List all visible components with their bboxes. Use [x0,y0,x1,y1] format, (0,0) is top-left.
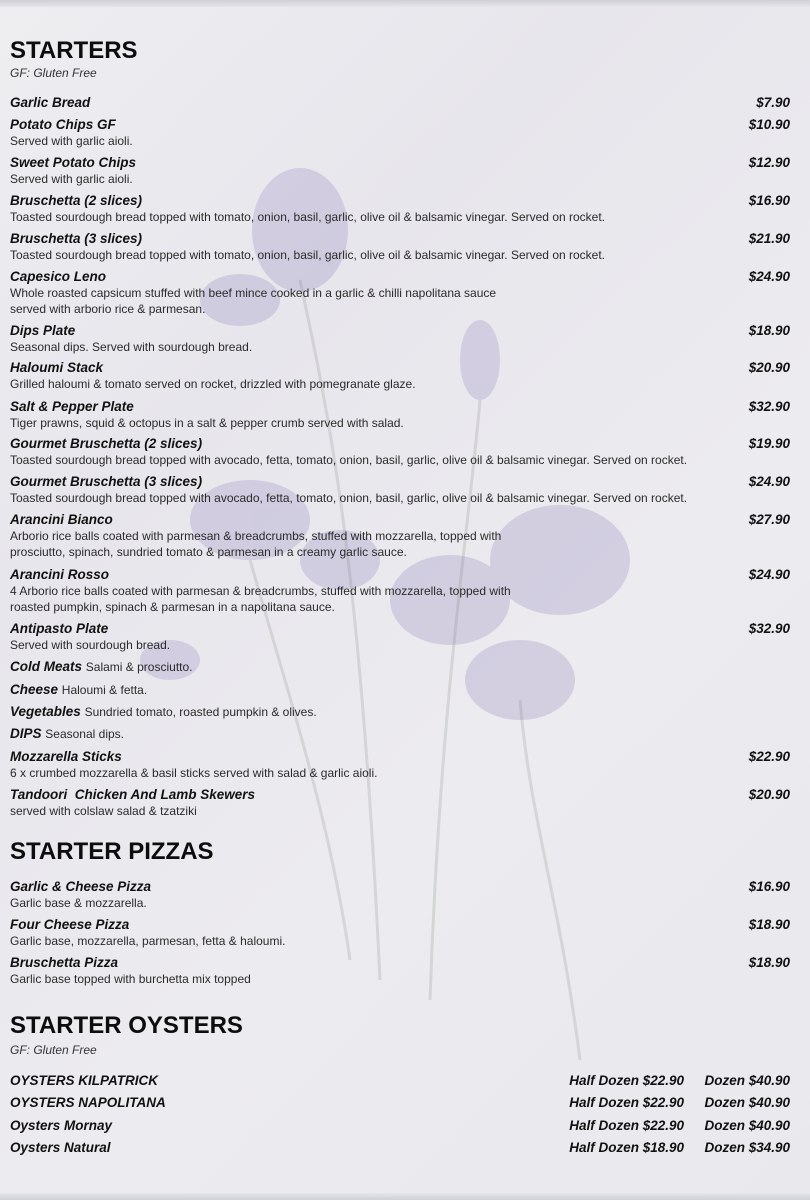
item-price: $16.90 [748,193,790,208]
menu-item [10,620,790,653]
starters-gf-note: GF: Gluten Free [10,66,97,80]
item-description: Salami & prosciutto. [85,660,193,674]
item-name: OYSTERS NAPOLITANA [10,1095,166,1110]
item-name: Capesico Leno [10,269,107,284]
menu-item [10,230,790,263]
item-price: $16.90 [748,879,790,894]
item-description: Served with garlic aioli. [10,134,133,148]
item-description: Served with sourdough bread. [10,638,171,652]
dozen-price: Dozen $40.90 [704,1118,790,1133]
menu-item-inline [10,681,790,699]
item-name: OYSTERS KILPATRICK [10,1073,159,1088]
item-price: $32.90 [748,399,790,414]
item-description: Whole roasted capsicum stuffed with beef mince cooked in a garlic & chilli napolitana sauce [10,286,497,300]
menu-item-inline [10,725,790,743]
item-description: served with colslaw salad & tzatziki [10,804,197,818]
item-name: Oysters Mornay [10,1118,113,1133]
dozen-price: Dozen $40.90 [704,1095,790,1110]
item-name: Potato Chips GF [10,117,116,132]
item-name: Bruschetta Pizza [10,955,119,970]
item-price: $21.90 [748,231,790,246]
item-description: Tiger prawns, squid & octopus in a salt & pepper crumb served with salad. [10,416,404,430]
dozen-price: Dozen $34.90 [704,1140,790,1155]
oyster-row [10,1094,790,1111]
item-description: Toasted sourdough bread topped with avocado, fetta, tomato, onion, basil, garlic, olive oil & balsamic vinegar. Served on rocket. [10,453,688,467]
item-description: Toasted sourdough bread topped with avocado, fetta, tomato, onion, basil, garlic, olive oil & balsamic vinegar. Served on rocket. [10,491,688,505]
item-name: DIPS [10,726,42,741]
item-name: Bruschetta (3 slices) [10,231,143,246]
item-name: Garlic & Cheese Pizza [10,879,152,894]
item-description: 4 Arborio rice balls coated with parmesan & breadcrumbs, stuffed with mozzarella, topped with [10,584,511,598]
item-description: Seasonal dips. [45,727,125,741]
menu-item [10,268,790,317]
item-price: $19.90 [748,436,790,451]
item-description: Arborio rice balls coated with parmesan & breadcrumbs, stuffed with mozzarella, topped with [10,529,502,543]
oysters-gf-note: GF: Gluten Free [10,1043,97,1057]
half-dozen-price: Half Dozen $22.90 [569,1118,684,1133]
item-name: Gourmet Bruschetta (3 slices) [10,474,203,489]
menu-item [10,511,790,560]
item-name: Arancini Rosso [10,567,110,582]
item-description: 6 x crumbed mozzarella & basil sticks served with salad & garlic aioli. [10,766,378,780]
item-price: $18.90 [748,955,790,970]
item-description-line2: served with arborio rice & parmesan. [10,302,206,316]
item-description: Toasted sourdough bread topped with tomato, onion, basil, garlic, olive oil & balsamic vinegar. Served on rocket. [10,248,606,262]
item-price: $24.90 [748,269,790,284]
menu-item [10,359,790,392]
half-dozen-price: Half Dozen $18.90 [569,1140,684,1155]
item-price: $20.90 [748,787,790,802]
item-description: Haloumi & fetta. [61,683,148,697]
item-price: $22.90 [748,749,790,764]
menu-item [10,473,790,506]
menu-item [10,398,790,431]
item-description: Toasted sourdough bread topped with tomato, onion, basil, garlic, olive oil & balsamic vinegar. Served on rocket. [10,210,606,224]
top-border [0,0,810,7]
item-name: Cheese [10,682,59,697]
pizzas-title: STARTER PIZZAS [10,838,214,865]
bottom-border [0,1193,810,1200]
menu-item [10,435,790,468]
item-name: Sweet Potato Chips [10,155,137,170]
oysters-title: STARTER OYSTERS [10,1012,243,1039]
oyster-row [10,1117,790,1134]
half-dozen-price: Half Dozen $22.90 [569,1095,684,1110]
item-description: Garlic base topped with burchetta mix topped [10,972,251,986]
item-name: Salt & Pepper Plate [10,399,134,414]
oyster-row [10,1139,790,1156]
menu-item [10,116,790,149]
item-description-line2: prosciutto, spinach, sundried tomato & parmesan in a creamy garlic sauce. [10,545,407,559]
item-description: Garlic base & mozzarella. [10,896,147,910]
item-price: $32.90 [748,621,790,636]
item-name: Dips Plate [10,323,76,338]
menu-item [10,786,790,819]
item-name: Tandoori Chicken And Lamb Skewers [10,787,256,802]
menu-item [10,748,790,781]
item-name: Mozzarella Sticks [10,749,122,764]
item-price: $24.90 [748,474,790,489]
menu-item [10,954,790,987]
half-dozen-price: Half Dozen $22.90 [569,1073,684,1088]
item-description: Sundried tomato, roasted pumpkin & olives. [84,705,317,719]
item-price: $24.90 [748,567,790,582]
menu-item [10,192,790,225]
item-price: $12.90 [748,155,790,170]
item-description: Grilled haloumi & tomato served on rocket, drizzled with pomegranate glaze. [10,377,416,391]
item-description: Seasonal dips. Served with sourdough bread. [10,340,253,354]
item-description-line2: roasted pumpkin, spinach & parmesan in a napolitana sauce. [10,600,335,614]
menu-item [10,94,790,111]
menu-item [10,916,790,949]
item-name: Oysters Natural [10,1140,111,1155]
menu-item [10,878,790,911]
item-description: Served with garlic aioli. [10,172,133,186]
item-price: $10.90 [748,117,790,132]
item-name: Gourmet Bruschetta (2 slices) [10,436,203,451]
item-name: Cold Meats [10,659,83,674]
item-name: Antipasto Plate [10,621,109,636]
starters-title: STARTERS [10,37,138,64]
oyster-row [10,1072,790,1089]
menu-item [10,566,790,615]
menu-item [10,154,790,187]
menu-item-inline [10,658,790,676]
menu-item-inline [10,703,790,721]
dozen-price: Dozen $40.90 [704,1073,790,1088]
item-name: Haloumi Stack [10,360,104,375]
item-price: $20.90 [748,360,790,375]
item-name: Arancini Bianco [10,512,113,527]
item-name: Garlic Bread [10,95,91,110]
menu-item [10,322,790,355]
item-price: $18.90 [748,323,790,338]
item-name: Bruschetta (2 slices) [10,193,143,208]
item-name: Vegetables [10,704,81,719]
item-price: $27.90 [748,512,790,527]
item-description: Garlic base, mozzarella, parmesan, fetta & haloumi. [10,934,286,948]
item-price: $18.90 [748,917,790,932]
item-name: Four Cheese Pizza [10,917,130,932]
item-price: $7.90 [756,95,790,110]
